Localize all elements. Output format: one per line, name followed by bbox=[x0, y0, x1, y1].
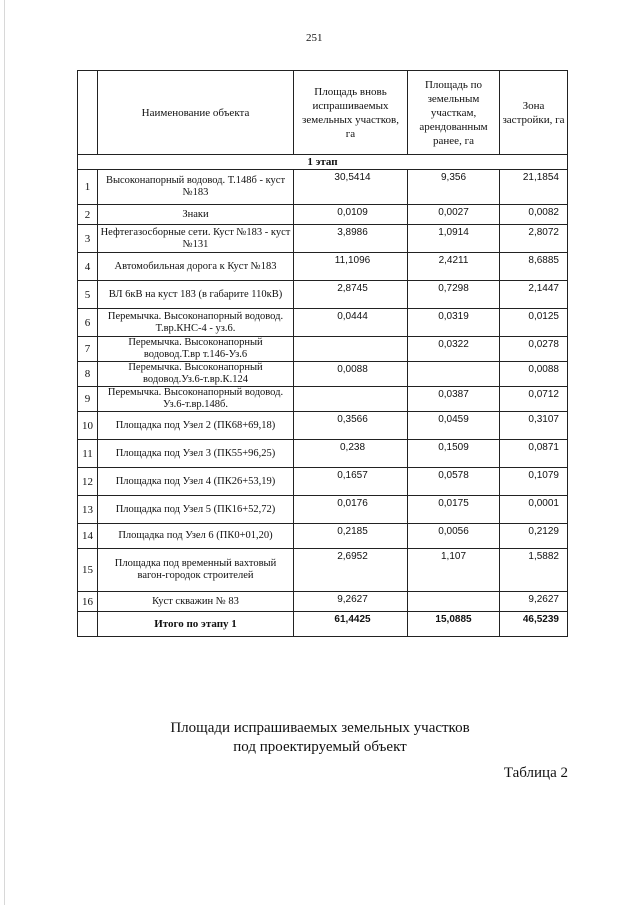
header-num bbox=[78, 71, 98, 155]
object-name: Куст скважин № 83 bbox=[98, 592, 294, 612]
stage-row bbox=[78, 155, 568, 170]
build-zone-value: 9,2627 bbox=[500, 592, 568, 612]
leased-area-value: 0,0056 bbox=[408, 524, 500, 549]
new-area-value: 2,6952 bbox=[294, 549, 408, 592]
row-number: 16 bbox=[78, 592, 98, 612]
new-area-value: 0,0088 bbox=[294, 362, 408, 387]
new-area-value: 0,1657 bbox=[294, 468, 408, 496]
row-number: 14 bbox=[78, 524, 98, 549]
row-number: 12 bbox=[78, 468, 98, 496]
table-row bbox=[78, 225, 568, 253]
build-zone-value: 0,3107 bbox=[500, 412, 568, 440]
leased-area-value: 0,0578 bbox=[408, 468, 500, 496]
object-name: Знаки bbox=[98, 205, 294, 225]
object-name: Нефтегазосборные сети. Куст №183 - куст №131 bbox=[98, 225, 294, 253]
leased-area-value bbox=[408, 592, 500, 612]
object-name: Площадка под Узел 2 (ПК68+69,18) bbox=[98, 412, 294, 440]
leased-area-value: 0,0322 bbox=[408, 337, 500, 362]
row-number: 9 bbox=[78, 387, 98, 412]
table-row bbox=[78, 592, 568, 612]
object-name: Площадка под временный вахтовый вагон-городок строителей bbox=[98, 549, 294, 592]
table-row bbox=[78, 309, 568, 337]
object-name: Перемычка. Высоконапорный водовод. Т.вр.КНС-4 - уз.6. bbox=[98, 309, 294, 337]
table-row bbox=[78, 387, 568, 412]
table-row bbox=[78, 253, 568, 281]
table-number-label: Таблица 2 bbox=[503, 765, 568, 781]
leased-area-value: 0,0175 bbox=[408, 496, 500, 524]
new-area-value: 0,0109 bbox=[294, 205, 408, 225]
leased-area-value: 2,4211 bbox=[408, 253, 500, 281]
new-area-value: 2,8745 bbox=[294, 281, 408, 309]
leased-area-value: 1,107 bbox=[408, 549, 500, 592]
leased-area-value: 0,0459 bbox=[408, 412, 500, 440]
header-leased-area: Площадь по земельным участкам, арендованным ранее, га bbox=[408, 71, 500, 155]
total-row bbox=[78, 612, 568, 637]
object-name: Перемычка. Высоконапорный водовод. Уз.6-т.вр.148б. bbox=[98, 387, 294, 412]
object-name: Перемычка. Высоконапорный водовод.Уз.6-т.вр.К.124 bbox=[98, 362, 294, 387]
leased-area-value: 0,0387 bbox=[408, 387, 500, 412]
row-number: 8 bbox=[78, 362, 98, 387]
new-area-value: 3,8986 bbox=[294, 225, 408, 253]
build-zone-value: 0,0088 bbox=[500, 362, 568, 387]
row-number: 4 bbox=[78, 253, 98, 281]
object-name: Высоконапорный водовод. Т.148б - куст №183 bbox=[98, 170, 294, 205]
leased-area-value: 0,0319 bbox=[408, 309, 500, 337]
new-area-value: 30,5414 bbox=[294, 170, 408, 205]
table-row bbox=[78, 412, 568, 440]
header-name: Наименование объекта bbox=[98, 71, 294, 155]
table-row bbox=[78, 496, 568, 524]
table-row bbox=[78, 281, 568, 309]
leased-area-value: 1,0914 bbox=[408, 225, 500, 253]
header-new-area: Площадь вновь испрашиваемых земельных участков, га bbox=[294, 71, 408, 155]
row-number: 5 bbox=[78, 281, 98, 309]
total-build-zone: 46,5239 bbox=[500, 612, 568, 637]
row-number: 11 bbox=[78, 440, 98, 468]
new-area-value: 0,0176 bbox=[294, 496, 408, 524]
row-number: 6 bbox=[78, 309, 98, 337]
total-leased-area: 15,0885 bbox=[408, 612, 500, 637]
table-body bbox=[78, 71, 568, 637]
build-zone-value: 0,0278 bbox=[500, 337, 568, 362]
build-zone-value: 2,8072 bbox=[500, 225, 568, 253]
object-name: Площадка под Узел 6 (ПК0+01,20) bbox=[98, 524, 294, 549]
row-number: 7 bbox=[78, 337, 98, 362]
new-area-value bbox=[294, 337, 408, 362]
table-row bbox=[78, 549, 568, 592]
caption-line-2: под проектируемый объект bbox=[233, 739, 407, 755]
row-number: 1 bbox=[78, 170, 98, 205]
build-zone-value: 8,6885 bbox=[500, 253, 568, 281]
object-name: Площадка под Узел 3 (ПК55+96,25) bbox=[98, 440, 294, 468]
table-row bbox=[78, 440, 568, 468]
page-number: 251 bbox=[306, 32, 323, 44]
new-area-value: 11,1096 bbox=[294, 253, 408, 281]
total-new-area: 61,4425 bbox=[294, 612, 408, 637]
build-zone-value: 0,0001 bbox=[500, 496, 568, 524]
object-name: Площадка под Узел 5 (ПК16+52,72) bbox=[98, 496, 294, 524]
build-zone-value: 0,0712 bbox=[500, 387, 568, 412]
build-zone-value: 0,0125 bbox=[500, 309, 568, 337]
build-zone-value: 0,0082 bbox=[500, 205, 568, 225]
row-number: 10 bbox=[78, 412, 98, 440]
leased-area-value: 9,356 bbox=[408, 170, 500, 205]
scan-edge-line bbox=[4, 0, 5, 905]
new-area-value bbox=[294, 387, 408, 412]
leased-area-value bbox=[408, 362, 500, 387]
leased-area-value: 0,7298 bbox=[408, 281, 500, 309]
new-area-value: 9,2627 bbox=[294, 592, 408, 612]
leased-area-value: 0,0027 bbox=[408, 205, 500, 225]
stage-label: 1 этап bbox=[78, 155, 568, 170]
new-area-value: 0,3566 bbox=[294, 412, 408, 440]
new-area-value: 0,238 bbox=[294, 440, 408, 468]
row-number: 3 bbox=[78, 225, 98, 253]
row-number: 13 bbox=[78, 496, 98, 524]
header-build-zone: Зона застройки, га bbox=[500, 71, 568, 155]
row-number: 2 bbox=[78, 205, 98, 225]
land-area-table bbox=[77, 70, 568, 637]
build-zone-value: 0,2129 bbox=[500, 524, 568, 549]
caption-line-1: Площади испрашиваемых земельных участков bbox=[170, 720, 470, 736]
object-name: ВЛ 6кВ на куст 183 (в габарите 110кВ) bbox=[98, 281, 294, 309]
row-number: 15 bbox=[78, 549, 98, 592]
new-area-value: 0,2185 bbox=[294, 524, 408, 549]
table-row bbox=[78, 205, 568, 225]
build-zone-value: 0,1079 bbox=[500, 468, 568, 496]
object-name: Площадка под Узел 4 (ПК26+53,19) bbox=[98, 468, 294, 496]
build-zone-value: 21,1854 bbox=[500, 170, 568, 205]
table-row bbox=[78, 468, 568, 496]
header-row bbox=[78, 71, 568, 155]
build-zone-value: 1,5882 bbox=[500, 549, 568, 592]
table-row bbox=[78, 170, 568, 205]
build-zone-value: 0,0871 bbox=[500, 440, 568, 468]
table-row bbox=[78, 362, 568, 387]
table-row bbox=[78, 337, 568, 362]
object-name: Автомобильная дорога к Куст №183 bbox=[98, 253, 294, 281]
total-label: Итого по этапу 1 bbox=[98, 612, 294, 637]
leased-area-value: 0,1509 bbox=[408, 440, 500, 468]
object-name: Перемычка. Высоконапорный водовод.Т.вр т.146-Уз.6 bbox=[98, 337, 294, 362]
table-row bbox=[78, 524, 568, 549]
total-number bbox=[78, 612, 98, 637]
new-area-value: 0,0444 bbox=[294, 309, 408, 337]
build-zone-value: 2,1447 bbox=[500, 281, 568, 309]
